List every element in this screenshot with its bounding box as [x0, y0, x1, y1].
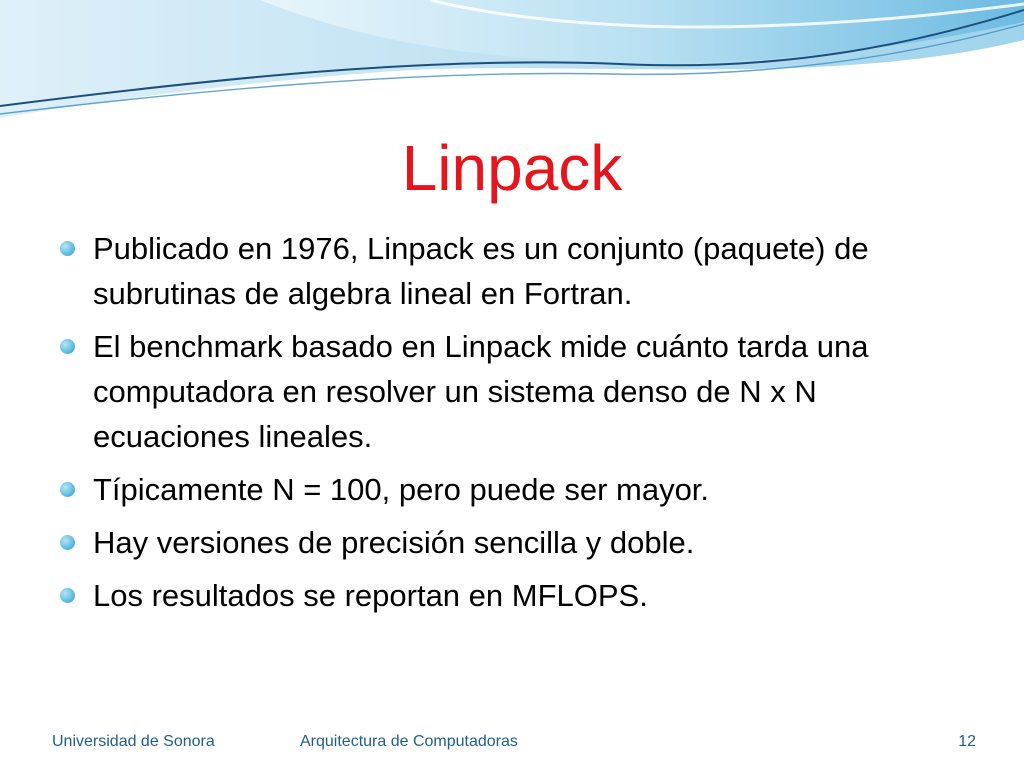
bullet-item — [60, 573, 980, 618]
footer-course: Arquitectura de Computadoras — [300, 733, 518, 750]
header-wave-decoration — [0, 0, 1024, 120]
bullet-text: Publicado en 1976, Linpack es un conjunto (paquete) de subrutinas de algebra lineal en Fortran. — [93, 231, 869, 311]
bullet-item — [60, 226, 980, 316]
footer-institution: Universidad de Sonora — [52, 733, 215, 750]
footer-page-number: 12 — [958, 733, 976, 750]
slide-title: Linpack — [401, 132, 623, 204]
bullet-list — [60, 226, 980, 626]
bullet-text: Los resultados se reportan en MFLOPS. — [93, 578, 648, 613]
bullet-dot-icon — [60, 588, 75, 603]
bullet-item — [60, 467, 980, 512]
bullet-dot-icon — [60, 482, 75, 497]
bullet-text: Típicamente N = 100, pero puede ser mayor. — [93, 472, 710, 507]
bullet-dot-icon — [60, 241, 75, 256]
bullet-dot-icon — [60, 535, 75, 550]
bullet-text: Hay versiones de precisión sencilla y doble. — [93, 525, 695, 560]
bullet-text: El benchmark basado en Linpack mide cuánto tarda una computadora en resolver un sistema denso de N x N ecuaciones lineales. — [93, 329, 869, 454]
bullet-dot-icon — [60, 339, 75, 354]
bullet-item — [60, 324, 980, 459]
bullet-item — [60, 520, 980, 565]
